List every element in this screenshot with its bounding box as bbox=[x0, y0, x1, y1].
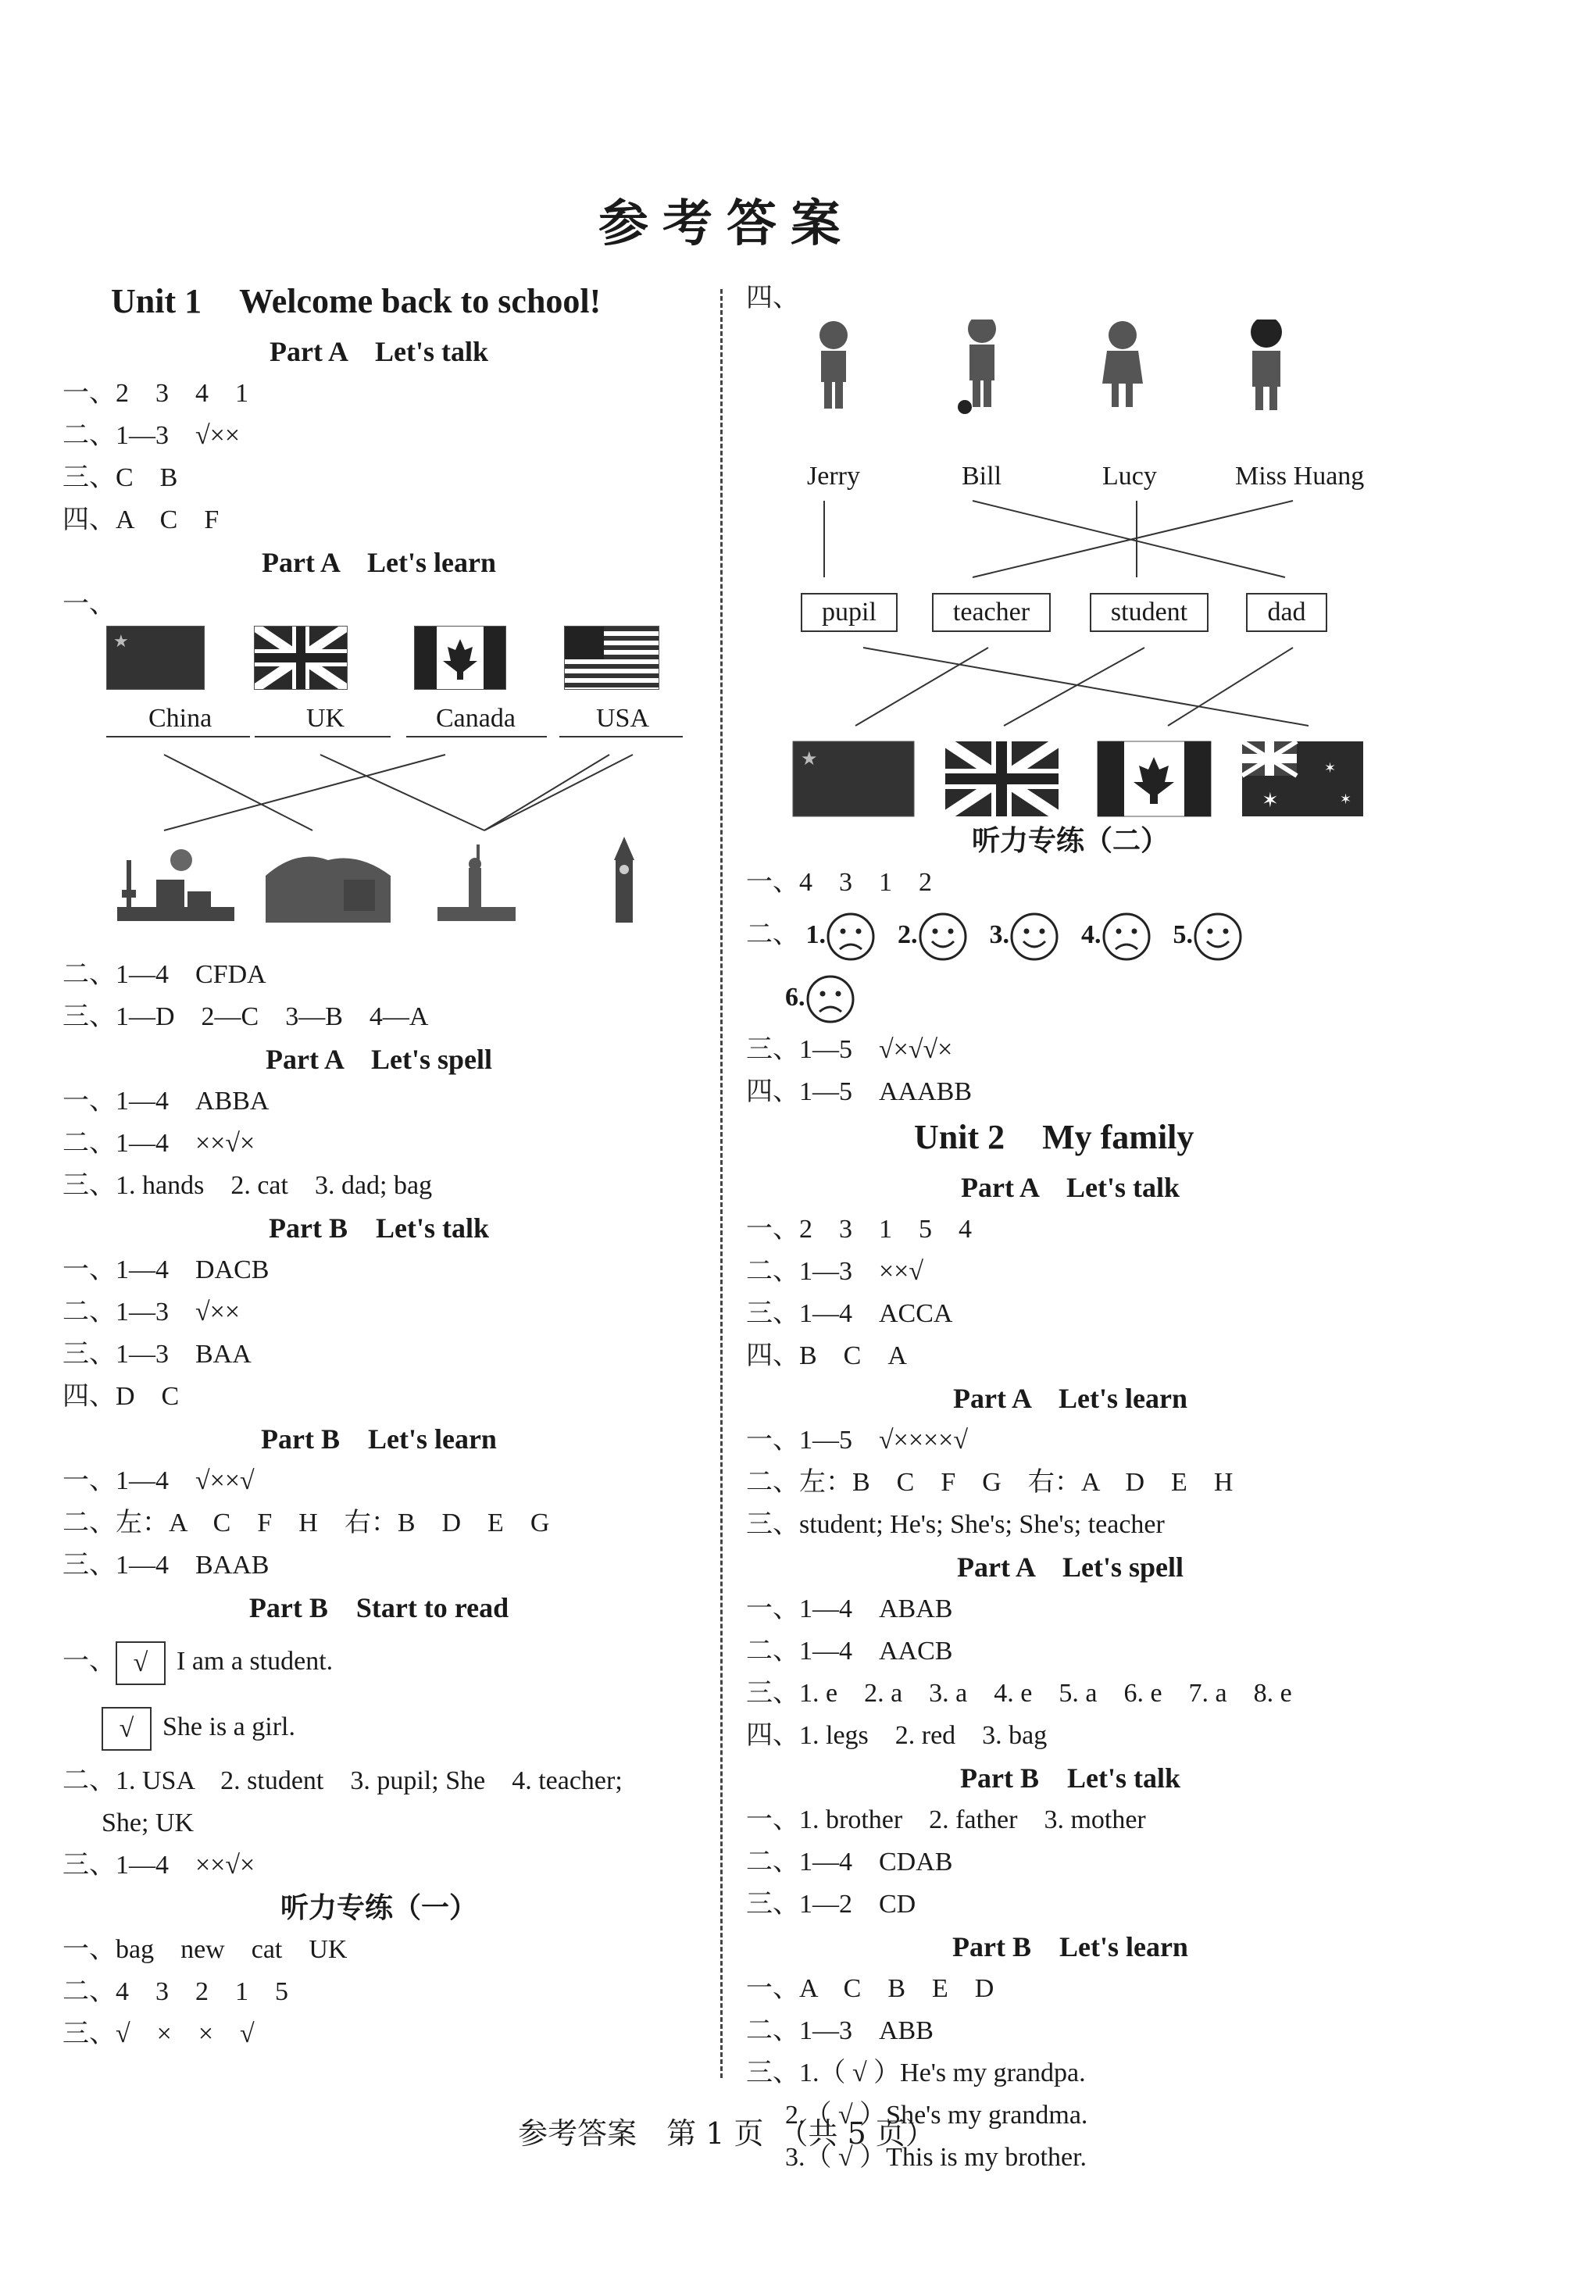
cn-tower-landmark bbox=[117, 849, 234, 921]
unit-1-name: Welcome back to school! bbox=[239, 282, 602, 320]
answer-line: 二、1—3 ABB bbox=[746, 2016, 934, 2045]
answer-line: 一、1—5 √××××√ bbox=[746, 1426, 969, 1455]
part-heading: Part A Let's learn bbox=[953, 1383, 1187, 1414]
right-column bbox=[746, 277, 1394, 2179]
answer-line: 3.（ √ ）This is my brother. bbox=[785, 2143, 1087, 2172]
part-heading: Part B Let's talk bbox=[960, 1762, 1180, 1794]
sad-face-icon bbox=[805, 974, 855, 1024]
face-item bbox=[898, 920, 968, 949]
part-heading: Part A Let's talk bbox=[961, 1172, 1180, 1203]
faces-row bbox=[785, 983, 877, 1012]
answer-line: 一、4 3 1 2 bbox=[746, 868, 932, 897]
answer-line: 三、1—4 BAAB bbox=[62, 1551, 270, 1580]
answer-line bbox=[62, 1694, 695, 1760]
person-name: Lucy bbox=[1102, 462, 1157, 491]
answer-line: 一、1—4 √××√ bbox=[62, 1466, 255, 1495]
face-number: 3. bbox=[989, 920, 1009, 949]
part-heading: 听力专练（一） bbox=[280, 1892, 477, 1923]
part-heading: 听力专练（二） bbox=[971, 825, 1169, 856]
part-heading: Part B Let's learn bbox=[952, 1931, 1188, 1962]
answer-line: 三、1—3 BAA bbox=[62, 1340, 252, 1369]
answer-line: 三、1. e 2. a 3. a 4. e 5. a 6. e 7. a 8. e bbox=[746, 1679, 1292, 1708]
check-box: √ bbox=[102, 1707, 152, 1751]
face-number: 1. bbox=[805, 920, 826, 949]
answer-line: 一、A C B E D bbox=[746, 1974, 994, 2003]
answer-line: 三、√ × × √ bbox=[62, 2019, 255, 2048]
smiley-face-icon bbox=[1193, 912, 1243, 962]
big-ben-landmark bbox=[614, 837, 634, 923]
answer-line: 四、 bbox=[746, 284, 799, 312]
answer-line: 一、2 3 1 5 4 bbox=[746, 1215, 972, 1244]
country-label: UK bbox=[306, 704, 345, 733]
bill-figure bbox=[958, 320, 996, 414]
unit-1-heading bbox=[111, 277, 695, 326]
answer-line: 三、1.（ √ ）He's my grandpa. bbox=[746, 2059, 1086, 2087]
answer-line: She; UK bbox=[102, 1809, 195, 1837]
face-item bbox=[806, 920, 877, 949]
australia-flag bbox=[1242, 741, 1363, 816]
answer-line: 二、左：B C F G 右：A D E H bbox=[746, 1468, 1234, 1497]
question-number: 二、 bbox=[746, 920, 799, 949]
statue-of-liberty-landmark bbox=[437, 844, 516, 921]
country-label: USA bbox=[596, 704, 650, 733]
answer-line: 三、1—4 ACCA bbox=[746, 1299, 953, 1328]
word-box: teacher bbox=[932, 593, 1051, 632]
svg-text:✶: ✶ bbox=[1340, 791, 1352, 807]
svg-text:✶: ✶ bbox=[1324, 760, 1337, 776]
answer-line: 一、1. brother 2. father 3. mother bbox=[746, 1805, 1146, 1834]
answer-line: 二、1—3 √×× bbox=[62, 1298, 241, 1327]
faces-line bbox=[746, 904, 1394, 966]
faces-line bbox=[746, 966, 1394, 1029]
unit-1-number: Unit 1 bbox=[111, 282, 202, 320]
answer-line: 一、2 3 4 1 bbox=[62, 379, 248, 408]
faces-row bbox=[806, 920, 1266, 949]
check-box: √ bbox=[116, 1641, 166, 1685]
country-label: China bbox=[148, 704, 212, 733]
answer-line: 二、1—4 ××√× bbox=[62, 1129, 255, 1158]
svg-text:✶: ✶ bbox=[1262, 789, 1279, 812]
answer-line: 一、bag new cat UK bbox=[62, 1935, 348, 1964]
part-heading: Part A Let's spell bbox=[266, 1044, 492, 1075]
face-number: 2. bbox=[898, 920, 918, 949]
face-item bbox=[1173, 920, 1244, 949]
sad-face-icon bbox=[1101, 912, 1151, 962]
face-number: 4. bbox=[1081, 920, 1101, 949]
page-footer: 参考答案 第 1 页 （共 5 页） bbox=[518, 2116, 935, 2151]
sentence: She is a girl. bbox=[162, 1712, 295, 1741]
person-name: Jerry bbox=[807, 462, 860, 491]
miss-huang-figure bbox=[1251, 320, 1282, 410]
answer-line: 三、1—D 2—C 3—B 4—A bbox=[62, 1002, 429, 1031]
answer-line: 一、1—4 DACB bbox=[62, 1255, 270, 1284]
word-box: dad bbox=[1246, 593, 1327, 632]
part-heading: Part A Let's spell bbox=[957, 1551, 1184, 1583]
part-heading: Part A Let's learn bbox=[262, 547, 496, 578]
people-words-flags-matching bbox=[746, 320, 1394, 819]
part-heading: Part B Let's learn bbox=[261, 1423, 497, 1455]
answer-line: 四、1. legs 2. red 3. bag bbox=[746, 1721, 1048, 1750]
uk-flag-2 bbox=[945, 741, 1059, 816]
answer-line: 四、1—5 AAABB bbox=[746, 1077, 973, 1106]
svg-text:★: ★ bbox=[113, 631, 129, 651]
lucy-figure bbox=[1102, 321, 1143, 407]
answer-line: 三、student; He's; She's; She's; teacher bbox=[746, 1510, 1165, 1539]
part-heading: Part B Start to read bbox=[248, 1592, 509, 1623]
answer-line: 二、1. USA 2. student 3. pupil; She 4. teacher; bbox=[62, 1766, 623, 1795]
answer-line: 一、1—4 ABAB bbox=[746, 1594, 953, 1623]
china-flag-2 bbox=[793, 741, 914, 816]
answer-line: 一、 bbox=[62, 590, 116, 619]
answer-line: 二、1—4 CDAB bbox=[746, 1848, 953, 1876]
answer-line: 二、1—4 CFDA bbox=[62, 960, 266, 989]
smiley-face-icon bbox=[918, 912, 968, 962]
answer-line: 二、1—4 AACB bbox=[746, 1637, 953, 1666]
word-box: student bbox=[1090, 593, 1209, 632]
answer-line: 二、1—3 √×× bbox=[62, 421, 241, 450]
unit-2-heading bbox=[914, 1113, 1394, 1162]
answer-line: 二、1—3 ××√ bbox=[746, 1257, 924, 1286]
person-name: Bill bbox=[962, 462, 1002, 491]
face-number: 6. bbox=[785, 983, 805, 1012]
canada-flag-2 bbox=[1098, 741, 1211, 816]
great-wall-landmark bbox=[266, 857, 391, 923]
face-item bbox=[785, 983, 855, 1012]
word-box: pupil bbox=[801, 593, 898, 632]
sad-face-icon bbox=[826, 912, 876, 962]
question-number: 一、 bbox=[62, 1647, 116, 1676]
answer-line: 四、D C bbox=[62, 1382, 180, 1411]
people-figures bbox=[746, 320, 1394, 819]
face-item bbox=[1081, 920, 1151, 949]
answer-line: 三、1. hands 2. cat 3. dad; bag bbox=[62, 1171, 433, 1200]
unit-2-number: Unit 2 bbox=[914, 1118, 1005, 1156]
person-name: Miss Huang bbox=[1235, 462, 1365, 491]
answer-line: 三、C B bbox=[62, 463, 178, 492]
page-title: 参考答案 bbox=[598, 195, 855, 253]
answer-line: 二、左：A C F H 右：B D E G bbox=[62, 1509, 550, 1537]
sentence: I am a student. bbox=[177, 1647, 334, 1676]
answer-line bbox=[62, 1629, 695, 1694]
face-number: 5. bbox=[1173, 920, 1193, 949]
answer-line: 三、1—5 √×√√× bbox=[746, 1035, 953, 1064]
answer-line: 四、A C F bbox=[62, 505, 220, 534]
answer-line: 2.（ √ ）She's my grandma. bbox=[785, 2101, 1088, 2130]
smiley-face-icon bbox=[1009, 912, 1059, 962]
jerry-figure bbox=[819, 321, 848, 409]
answer-line: 二、4 3 2 1 5 bbox=[62, 1977, 288, 2006]
unit-2-name: My family bbox=[1042, 1118, 1194, 1156]
flags-landmarks-matching bbox=[62, 626, 695, 954]
svg-text:★: ★ bbox=[801, 749, 818, 769]
face-item bbox=[990, 920, 1060, 949]
answer-line: 四、B C A bbox=[746, 1341, 907, 1370]
part-heading: Part A Let's talk bbox=[270, 336, 488, 367]
column-divider bbox=[720, 289, 723, 2078]
answer-line: 三、1—4 ××√× bbox=[62, 1851, 255, 1880]
matching-lines bbox=[62, 626, 695, 954]
country-label: Canada bbox=[436, 704, 516, 733]
left-column bbox=[62, 277, 695, 2055]
answer-line: 一、1—4 ABBA bbox=[62, 1087, 270, 1116]
part-heading: Part B Let's talk bbox=[269, 1212, 489, 1244]
answer-line: 三、1—2 CD bbox=[746, 1890, 916, 1919]
